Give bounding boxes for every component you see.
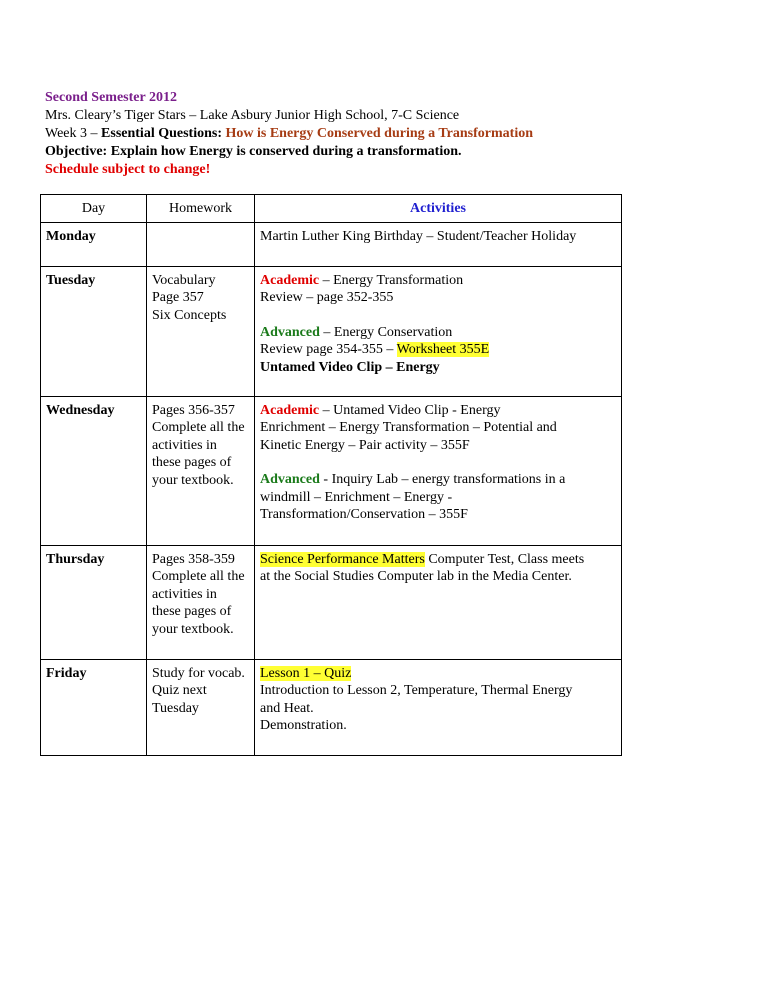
advanced-label: Advanced (260, 324, 320, 340)
table-row-friday (41, 660, 622, 756)
worksheet-highlight: Worksheet 355E (396, 342, 490, 358)
document-header (45, 89, 533, 179)
homework-cell: Pages 356-357 Complete all the activities in these pages of your textbook. (147, 397, 255, 546)
day-cell: Friday (41, 660, 147, 756)
homework-cell: Vocabulary Page 357 Six Concepts (147, 267, 255, 397)
activity-cell: Lesson 1 – Quiz Introduction to Lesson 2, Temperature, Thermal Energy and Heat. Demonstration. (255, 660, 622, 756)
homework-cell (147, 223, 255, 267)
homework-cell: Pages 358-359 Complete all the activities in these pages of your textbook. (147, 546, 255, 660)
header-day: Day (41, 195, 147, 223)
table-row-monday (41, 223, 622, 267)
day-cell: Wednesday (41, 397, 147, 546)
header-activities: Activities (255, 195, 622, 223)
day-cell: Monday (41, 223, 147, 267)
activity-cell: Academic – Energy Transformation Review – page 352-355 Advanced – Energy Conservation Review page 354-355 – Worksheet 355E Untamed Video Clip – Energy (255, 267, 622, 397)
schedule-note: Schedule subject to change! (45, 162, 211, 177)
quiz-highlight: Lesson 1 – Quiz (260, 666, 352, 681)
teacher-line: Mrs. Cleary’s Tiger Stars – Lake Asbury Junior High School, 7-C Science (45, 108, 460, 123)
table-row-thursday (41, 546, 622, 660)
activity-cell: Science Performance Matters Computer Test, Class meets at the Social Studies Computer lab in the Media Center. (255, 546, 622, 660)
academic-label: Academic (260, 273, 320, 288)
homework-cell: Study for vocab. Quiz next Tuesday (147, 660, 255, 756)
essential-question: How is Energy Conserved during a Transformation (225, 126, 533, 141)
table-row-wednesday (41, 397, 622, 546)
header-homework: Homework (147, 195, 255, 223)
performance-highlight: Science Performance Matters (260, 552, 425, 567)
weekly-schedule-table (40, 194, 622, 756)
table-row-tuesday (41, 267, 622, 397)
activity-cell: Martin Luther King Birthday – Student/Teacher Holiday (255, 223, 622, 267)
advanced-label: Advanced (260, 472, 320, 488)
day-cell: Thursday (41, 546, 147, 660)
activity-cell: Academic – Untamed Video Clip - Energy Enrichment – Energy Transformation – Potential and Kinetic Energy – Pair activity – 355F Advanced - Inquiry Lab – energy transformations in a windmill – Enrichment – Energy - Transformation/Conservation – 355F (255, 397, 622, 546)
table-header-row (41, 195, 622, 223)
day-cell: Tuesday (41, 267, 147, 397)
academic-label: Academic (260, 403, 320, 418)
week-line: Week 3 – Essential Questions: How is Energy Conserved during a Transformation (45, 126, 533, 141)
semester-title: Second Semester 2012 (45, 90, 177, 105)
objective-line: Objective: Explain how Energy is conserved during a transformation. (45, 144, 462, 159)
